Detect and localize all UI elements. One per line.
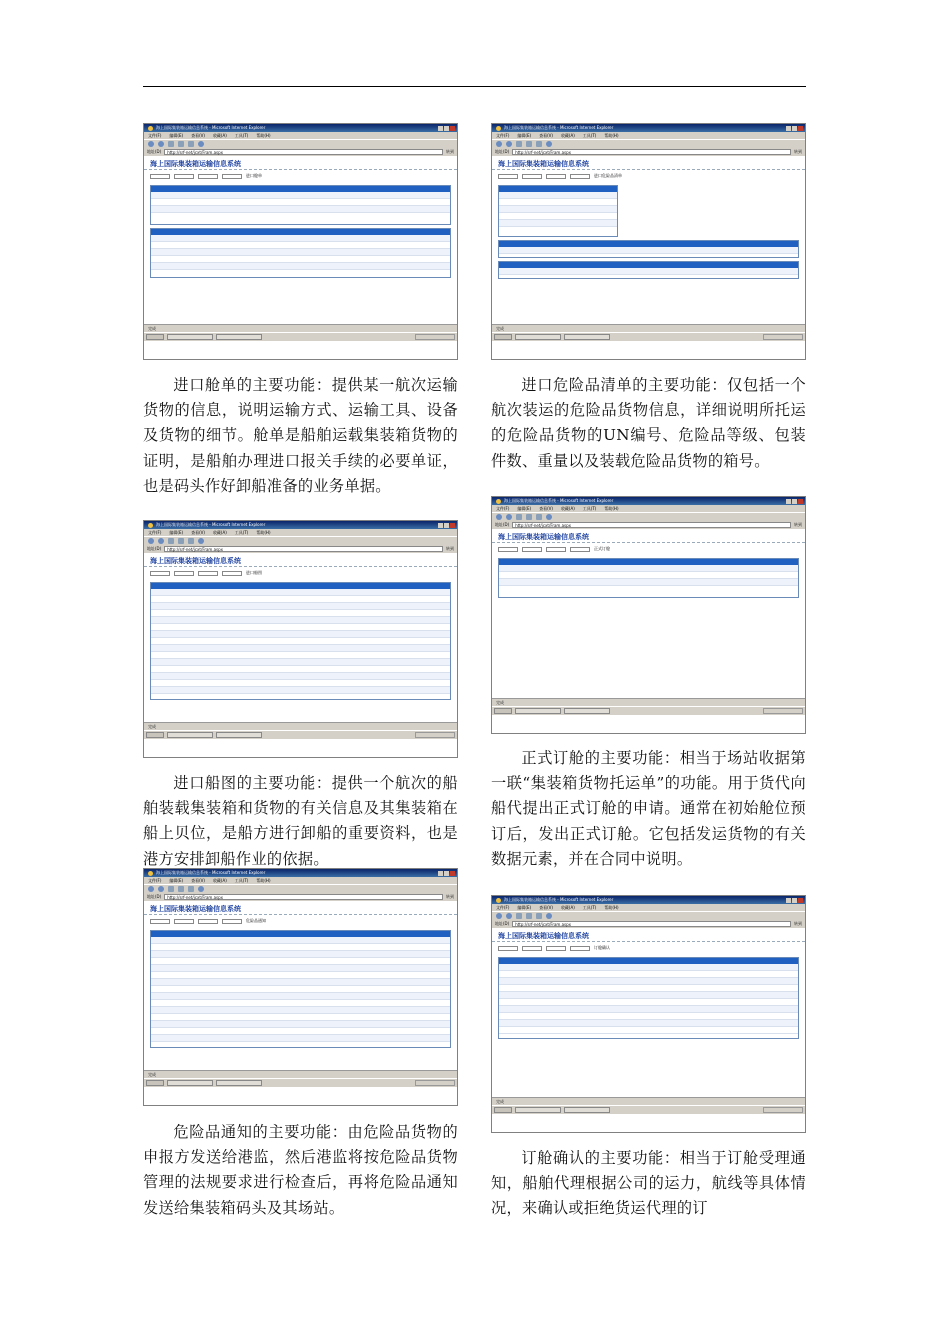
start-button[interactable] — [494, 334, 512, 340]
taskbar-item[interactable] — [515, 1107, 561, 1113]
back-icon[interactable] — [148, 141, 154, 147]
filter-field[interactable] — [174, 174, 194, 179]
menu-bar: 文件(F) 编辑(E) 查看(V) 收藏(A) 工具(T) 帮助(H) — [492, 505, 805, 512]
close-icon[interactable] — [798, 499, 803, 504]
table-row — [499, 978, 798, 985]
table-row — [151, 944, 450, 951]
stop-icon[interactable] — [516, 514, 522, 520]
url-input[interactable]: http://srf-net/jcxt/Fram.aspx — [164, 894, 443, 900]
forward-icon[interactable] — [506, 514, 512, 520]
refresh-icon[interactable] — [178, 141, 184, 147]
refresh-icon[interactable] — [178, 538, 184, 544]
taskbar-item[interactable] — [167, 732, 213, 738]
toolbar — [492, 911, 805, 920]
table-row — [499, 572, 798, 579]
taskbar-item[interactable] — [564, 708, 610, 714]
app-title: 海上国际集装箱运输信息系统 — [492, 156, 805, 170]
stop-icon[interactable] — [168, 886, 174, 892]
stop-icon[interactable] — [516, 913, 522, 919]
window-title-bar: 海上国际集装箱运输信息系统 - Microsoft Internet Explorer — [144, 521, 457, 529]
app-title: 海上国际集装箱运输信息系统 — [144, 156, 457, 170]
table-row — [499, 220, 617, 227]
filter-form: 正式订舱 — [492, 543, 805, 555]
window-title-bar: 海上国际集装箱运输信息系统 - Microsoft Internet Explorer — [144, 124, 457, 132]
taskbar-item[interactable] — [167, 1080, 213, 1086]
ie-icon — [148, 126, 153, 131]
app-title: 海上国际集装箱运输信息系统 — [492, 529, 805, 543]
page-body — [144, 156, 457, 341]
taskbar — [144, 332, 457, 341]
table-row — [151, 624, 450, 631]
system-tray — [415, 334, 455, 340]
table-row — [151, 1000, 450, 1007]
address-bar: 地址(D) http://srf-net/jcxt/Fram.aspx 转到 — [144, 893, 457, 901]
table-row — [151, 256, 450, 263]
stop-icon[interactable] — [168, 141, 174, 147]
table-row — [151, 596, 450, 603]
start-button[interactable] — [146, 732, 164, 738]
filter-field[interactable] — [522, 174, 542, 179]
table-row — [151, 192, 450, 199]
table-row — [151, 659, 450, 666]
filter-field[interactable] — [198, 571, 218, 576]
minimize-icon[interactable] — [786, 499, 791, 504]
table-row — [151, 645, 450, 652]
start-button[interactable] — [494, 708, 512, 714]
refresh-icon[interactable] — [526, 514, 532, 520]
page-body — [144, 553, 457, 739]
table-row — [499, 1020, 798, 1027]
address-bar: 地址(D) http://srf-net/jcxt/Fram.aspx 转到 — [492, 148, 805, 156]
address-bar: 地址(D) http://srf-net/jcxt/Fram.aspx 转到 — [492, 521, 805, 529]
minimize-icon[interactable] — [786, 898, 791, 903]
table-row — [151, 666, 450, 673]
minimize-icon[interactable] — [438, 523, 443, 528]
minimize-icon[interactable] — [786, 126, 791, 131]
table-row — [151, 951, 450, 958]
filter-field[interactable] — [150, 571, 170, 576]
table-row — [499, 1006, 798, 1013]
taskbar-item[interactable] — [216, 732, 262, 738]
close-icon[interactable] — [798, 898, 803, 903]
filter-form: 进口船图 — [144, 567, 457, 579]
table-row — [151, 1021, 450, 1028]
function-select[interactable] — [570, 174, 590, 179]
header-rule — [143, 86, 806, 87]
screenshot-formal-booking — [491, 496, 806, 734]
filter-form: 进口舱单 — [144, 170, 457, 182]
taskbar-item[interactable] — [216, 334, 262, 340]
function-select[interactable] — [222, 919, 242, 924]
menu-bar: 文件(F) 编辑(E) 查看(V) 收藏(A) 工具(T) 帮助(H) — [492, 132, 805, 139]
toolbar — [492, 512, 805, 521]
table-row — [151, 652, 450, 659]
toolbar — [144, 139, 457, 148]
filter-field[interactable] — [522, 547, 542, 552]
taskbar — [492, 1105, 805, 1114]
forward-icon[interactable] — [158, 538, 164, 544]
window-title-bar: 海上国际集装箱运输信息系统 - Microsoft Internet Explorer — [492, 124, 805, 132]
table-row — [151, 979, 450, 986]
page-body — [492, 928, 805, 1114]
table-row — [151, 1007, 450, 1014]
menu-bar: 文件(F) 编辑(E) 查看(V) 收藏(A) 工具(T) 帮助(H) — [144, 132, 457, 139]
page-body — [492, 529, 805, 715]
screenshot-booking-confirmation — [491, 895, 806, 1133]
back-icon[interactable] — [496, 913, 502, 919]
table-row — [499, 964, 798, 971]
taskbar-item[interactable] — [564, 1107, 610, 1113]
maximize-icon[interactable] — [444, 126, 449, 131]
close-icon[interactable] — [450, 523, 455, 528]
paragraph-booking-confirmation: 订舱确认的主要功能：相当于订舱受理通知，船舶代理根据公司的运力，航线等具体情况，来确认或拒绝货运代理的订 — [491, 1149, 806, 1218]
table-row — [151, 673, 450, 680]
table-row — [499, 268, 798, 275]
screenshot-dangerous-goods-notice — [143, 868, 458, 1106]
table-row — [151, 638, 450, 645]
filter-field[interactable] — [498, 946, 518, 951]
menu-bar: 文件(F) 编辑(E) 查看(V) 收藏(A) 工具(T) 帮助(H) — [492, 904, 805, 911]
address-bar: 地址(D) http://srf-net/jcxt/Fram.aspx 转到 — [492, 920, 805, 928]
filter-field[interactable] — [546, 174, 566, 179]
status-bar: 完成 — [144, 324, 457, 332]
filter-field[interactable] — [546, 946, 566, 951]
table-row — [151, 972, 450, 979]
table-row — [499, 206, 617, 213]
refresh-icon[interactable] — [526, 913, 532, 919]
home-icon[interactable] — [188, 886, 194, 892]
search-icon[interactable] — [198, 141, 204, 147]
table-row — [499, 213, 617, 220]
taskbar — [144, 1078, 457, 1087]
start-button[interactable] — [146, 1080, 164, 1086]
taskbar — [492, 706, 805, 715]
system-tray — [415, 732, 455, 738]
stop-icon[interactable] — [168, 538, 174, 544]
table-row — [151, 199, 450, 206]
back-icon[interactable] — [496, 514, 502, 520]
status-bar: 完成 — [144, 1070, 457, 1078]
filter-field[interactable] — [174, 919, 194, 924]
table-row — [151, 1028, 450, 1035]
table-row — [151, 680, 450, 687]
app-title: 海上国际集装箱运输信息系统 — [144, 553, 457, 567]
table-row — [151, 206, 450, 213]
address-bar: 地址(D) http://srf-net/jcxt/Fram.aspx 转到 — [144, 148, 457, 156]
home-icon[interactable] — [188, 141, 194, 147]
taskbar — [492, 332, 805, 341]
table-row — [499, 199, 617, 206]
forward-icon[interactable] — [158, 141, 164, 147]
table-row — [151, 1014, 450, 1021]
table-row — [499, 971, 798, 978]
table-row — [499, 247, 798, 254]
screenshot-import-bayplan — [143, 520, 458, 758]
function-select[interactable] — [222, 571, 242, 576]
url-input[interactable]: http://srf-net/jcxt/Fram.aspx — [512, 149, 791, 155]
dg-container-grid — [498, 261, 799, 279]
table-row — [499, 1013, 798, 1020]
function-select[interactable] — [222, 174, 242, 179]
home-icon[interactable] — [536, 913, 542, 919]
table-row — [499, 992, 798, 999]
table-row — [151, 687, 450, 694]
filter-field[interactable] — [498, 174, 518, 179]
maximize-icon[interactable] — [444, 871, 449, 876]
maximize-icon[interactable] — [444, 523, 449, 528]
menu-bar: 文件(F) 编辑(E) 查看(V) 收藏(A) 工具(T) 帮助(H) — [144, 529, 457, 536]
screenshot-dangerous-goods-list — [491, 123, 806, 360]
filter-field[interactable] — [174, 571, 194, 576]
address-bar: 地址(D) http://srf-net/jcxt/Fram.aspx 转到 — [144, 545, 457, 553]
maximize-icon[interactable] — [792, 898, 797, 903]
search-icon[interactable] — [546, 514, 552, 520]
system-tray — [415, 1080, 455, 1086]
minimize-icon[interactable] — [438, 126, 443, 131]
filter-form: 订舱确认 — [492, 942, 805, 954]
table-row — [499, 1027, 798, 1034]
table-row — [151, 937, 450, 944]
filter-field[interactable] — [546, 547, 566, 552]
close-icon[interactable] — [798, 126, 803, 131]
filter-form: 危险品通知 — [144, 915, 457, 927]
url-input[interactable]: http://srf-net/jcxt/Fram.aspx — [164, 149, 443, 155]
filter-field[interactable] — [498, 547, 518, 552]
url-input[interactable]: http://srf-net/jcxt/Fram.aspx — [512, 921, 791, 927]
start-button[interactable] — [146, 334, 164, 340]
table-row — [151, 263, 450, 270]
ie-icon — [496, 898, 501, 903]
search-icon[interactable] — [198, 538, 204, 544]
filter-field[interactable] — [150, 174, 170, 179]
table-row — [499, 985, 798, 992]
paragraph-dangerous-goods-list: 进口危险品清单的主要功能：仅包括一个航次装运的危险品货物信息，详细说明所托运的危险品货物的UN编号、危险品等级、包装件数、重量以及装载危险品货物的箱号。 — [491, 376, 806, 470]
dg-grid — [150, 930, 451, 1048]
paragraph-import-bayplan: 进口船图的主要功能：提供一个航次的船舶装载集装箱和货物的有关信息及其集装箱在船上贝位，是船方进行卸船的重要资料，也是港方安排卸船作业的依据。 — [143, 774, 458, 868]
filter-field[interactable] — [198, 174, 218, 179]
confirmation-grid — [498, 957, 799, 1039]
function-select[interactable] — [570, 547, 590, 552]
status-bar: 完成 — [492, 698, 805, 706]
home-icon[interactable] — [536, 514, 542, 520]
back-icon[interactable] — [496, 141, 502, 147]
bay-grid — [150, 582, 451, 700]
status-bar: 完成 — [144, 722, 457, 730]
system-tray — [763, 334, 803, 340]
ie-icon — [148, 523, 153, 528]
paragraph-formal-booking: 正式订舱的主要功能：相当于场站收据第一联“集装箱货物托运单”的功能。用于货代向船代提出正式订舱的申请。通常在初始舱位预订后，发出正式订舱。它包括发运货物的有关数据元素，并在合同中说明。 — [491, 749, 806, 868]
table-row — [151, 958, 450, 965]
ie-icon — [496, 499, 501, 504]
refresh-icon[interactable] — [178, 886, 184, 892]
function-select[interactable] — [570, 946, 590, 951]
toolbar — [144, 536, 457, 545]
ie-icon — [148, 871, 153, 876]
search-icon[interactable] — [546, 913, 552, 919]
table-row — [151, 242, 450, 249]
ie-icon — [496, 126, 501, 131]
cargo-grid — [150, 185, 451, 225]
page-body — [492, 156, 805, 341]
home-icon[interactable] — [188, 538, 194, 544]
system-tray — [763, 1107, 803, 1113]
filter-field[interactable] — [150, 919, 170, 924]
window-title-bar: 海上国际集装箱运输信息系统 - Microsoft Internet Explorer — [492, 896, 805, 904]
taskbar-item[interactable] — [515, 708, 561, 714]
url-input[interactable]: http://srf-net/jcxt/Fram.aspx — [512, 522, 791, 528]
screenshot-import-manifest — [143, 123, 458, 360]
table-row — [499, 565, 798, 572]
booking-grid — [498, 558, 799, 598]
table-row — [499, 999, 798, 1006]
search-icon[interactable] — [546, 141, 552, 147]
table-row — [151, 589, 450, 596]
taskbar-item[interactable] — [515, 334, 561, 340]
status-bar: 完成 — [492, 1097, 805, 1105]
filter-field[interactable] — [198, 919, 218, 924]
stop-icon[interactable] — [516, 141, 522, 147]
forward-icon[interactable] — [158, 886, 164, 892]
table-row — [151, 986, 450, 993]
table-row — [499, 579, 798, 586]
back-icon[interactable] — [148, 886, 154, 892]
filter-form: 进口危险品清单 — [492, 170, 805, 182]
paragraph-dangerous-goods-notice: 危险品通知的主要功能：由危险品货物的申报方发送给港监，然后港监将按危险品货物管理的法规要求进行检查后，再将危险品通知发送给集装箱码头及其场站。 — [143, 1123, 458, 1217]
bill-grid — [498, 185, 618, 237]
minimize-icon[interactable] — [438, 871, 443, 876]
forward-icon[interactable] — [506, 141, 512, 147]
close-icon[interactable] — [450, 871, 455, 876]
window-title-bar: 海上国际集装箱运输信息系统 - Microsoft Internet Explorer — [144, 869, 457, 877]
forward-icon[interactable] — [506, 913, 512, 919]
table-row — [499, 192, 617, 199]
close-icon[interactable] — [450, 126, 455, 131]
table-row — [151, 249, 450, 256]
status-bar: 完成 — [492, 324, 805, 332]
table-row — [151, 610, 450, 617]
toolbar — [492, 139, 805, 148]
search-icon[interactable] — [198, 886, 204, 892]
table-row — [151, 1035, 450, 1042]
filter-field[interactable] — [522, 946, 542, 951]
taskbar-item[interactable] — [216, 1080, 262, 1086]
back-icon[interactable] — [148, 538, 154, 544]
app-title: 海上国际集装箱运输信息系统 — [492, 928, 805, 942]
system-tray — [763, 708, 803, 714]
menu-bar: 文件(F) 编辑(E) 查看(V) 收藏(A) 工具(T) 帮助(H) — [144, 877, 457, 884]
taskbar — [144, 730, 457, 739]
table-row — [151, 993, 450, 1000]
app-title: 海上国际集装箱运输信息系统 — [144, 901, 457, 915]
window-title-bar: 海上国际集装箱运输信息系统 - Microsoft Internet Explorer — [492, 497, 805, 505]
dg-cargo-grid — [498, 240, 799, 258]
paragraph-import-manifest: 进口舱单的主要功能：提供某一航次运输货物的信息，说明运输方式、运输工具、设备及货物的细节。舱单是船舶运载集装箱货物的证明，是船舶办理进口报关手续的必要单证，也是码头作好卸船准备的业务单据。 — [143, 376, 458, 495]
maximize-icon[interactable] — [792, 499, 797, 504]
table-row — [151, 965, 450, 972]
maximize-icon[interactable] — [792, 126, 797, 131]
table-row — [151, 603, 450, 610]
table-row — [151, 235, 450, 242]
container-grid — [150, 228, 451, 278]
home-icon[interactable] — [536, 141, 542, 147]
refresh-icon[interactable] — [526, 141, 532, 147]
taskbar-item[interactable] — [564, 334, 610, 340]
taskbar-item[interactable] — [167, 334, 213, 340]
start-button[interactable] — [494, 1107, 512, 1113]
url-input[interactable]: http://srf-net/jcxt/Fram.aspx — [164, 546, 443, 552]
table-row — [151, 617, 450, 624]
table-row — [151, 631, 450, 638]
page-body — [144, 901, 457, 1087]
toolbar — [144, 884, 457, 893]
